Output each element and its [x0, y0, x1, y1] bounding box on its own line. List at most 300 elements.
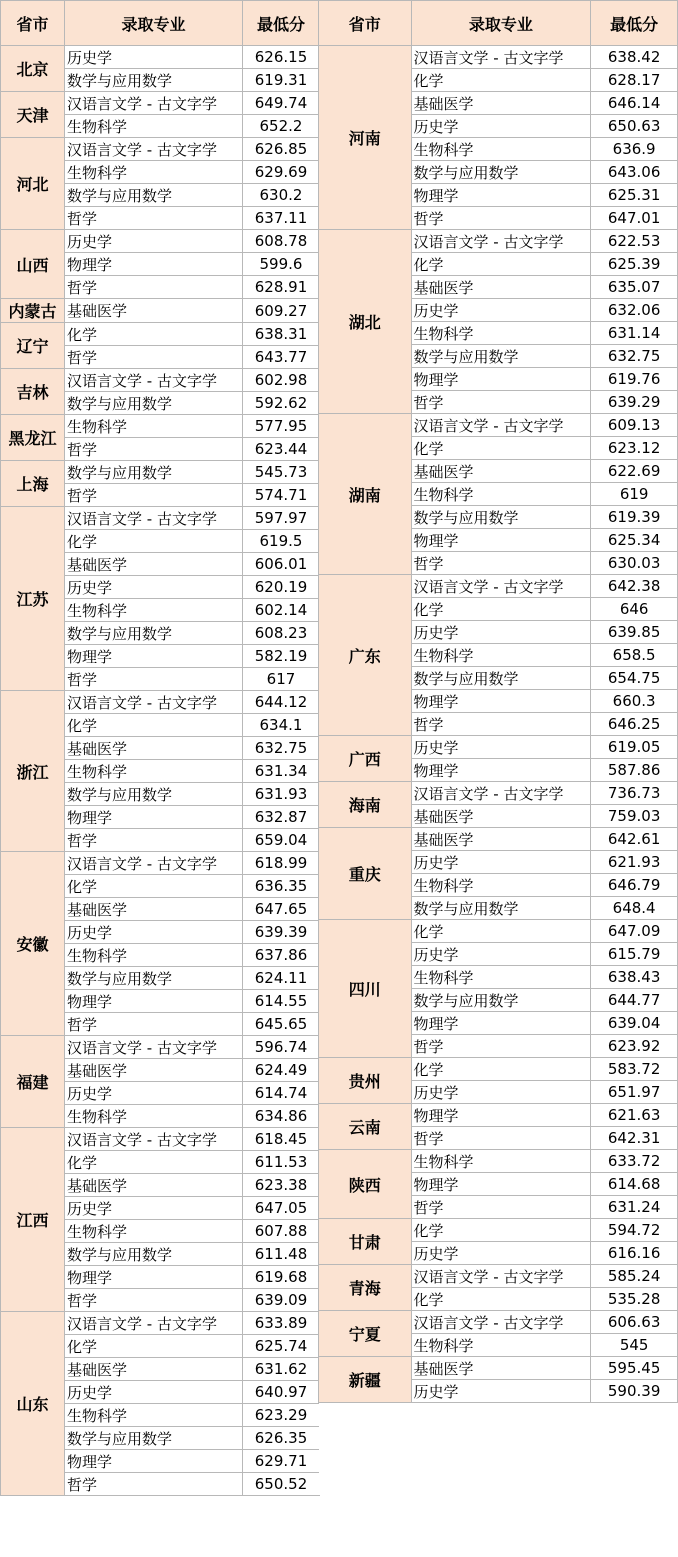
major-cell: 化学	[411, 437, 591, 460]
score-cell: 619.31	[243, 69, 320, 92]
score-cell: 658.5	[591, 644, 678, 667]
major-cell: 哲学	[65, 207, 243, 230]
blank-cell	[591, 1449, 678, 1472]
score-cell: 650.63	[591, 115, 678, 138]
province-cell: 重庆	[319, 828, 412, 920]
major-cell: 数学与应用数学	[65, 1243, 243, 1266]
score-cell: 636.35	[243, 875, 320, 898]
major-cell: 生物科学	[411, 874, 591, 897]
score-cell: 622.69	[591, 460, 678, 483]
major-cell: 基础医学	[411, 1357, 591, 1380]
major-cell: 化学	[411, 1288, 591, 1311]
blank-row	[319, 1472, 678, 1495]
table-row	[1, 299, 320, 323]
right-table-body	[319, 46, 678, 1495]
major-cell: 汉语言文学 - 古文字学	[65, 1036, 243, 1059]
province-cell: 湖南	[319, 414, 412, 575]
major-cell: 汉语言文学 - 古文字学	[65, 691, 243, 714]
score-header: 最低分	[243, 1, 320, 46]
score-cell: 614.68	[591, 1173, 678, 1196]
major-cell: 汉语言文学 - 古文字学	[65, 852, 243, 875]
score-cell: 759.03	[591, 805, 678, 828]
province-cell: 江苏	[1, 507, 65, 691]
major-cell: 汉语言文学 - 古文字学	[65, 138, 243, 161]
score-cell: 635.07	[591, 276, 678, 299]
table-row	[1, 230, 320, 253]
score-cell: 602.14	[243, 599, 320, 622]
province-cell: 广西	[319, 736, 412, 782]
major-cell: 汉语言文学 - 古文字学	[65, 369, 243, 392]
score-cell: 639.85	[591, 621, 678, 644]
blank-cell	[591, 1403, 678, 1426]
score-cell: 638.43	[591, 966, 678, 989]
province-cell: 辽宁	[1, 323, 65, 369]
score-cell: 654.75	[591, 667, 678, 690]
blank-cell	[319, 1472, 412, 1495]
major-cell: 数学与应用数学	[65, 184, 243, 207]
major-cell: 数学与应用数学	[65, 783, 243, 806]
major-cell: 历史学	[411, 299, 591, 322]
score-cell: 625.39	[591, 253, 678, 276]
major-cell: 物理学	[411, 1104, 591, 1127]
major-cell: 基础医学	[65, 898, 243, 921]
score-cell: 639.29	[591, 391, 678, 414]
table-row	[319, 1357, 678, 1380]
major-cell: 数学与应用数学	[411, 345, 591, 368]
blank-cell	[411, 1449, 591, 1472]
score-cell: 625.31	[591, 184, 678, 207]
major-cell: 汉语言文学 - 古文字学	[411, 230, 591, 253]
score-cell: 585.24	[591, 1265, 678, 1288]
right-header-row	[319, 1, 678, 46]
major-cell: 化学	[65, 1335, 243, 1358]
major-cell: 数学与应用数学	[411, 161, 591, 184]
province-cell: 青海	[319, 1265, 412, 1311]
score-cell: 595.45	[591, 1357, 678, 1380]
major-cell: 化学	[411, 598, 591, 621]
score-cell: 545	[591, 1334, 678, 1357]
blank-cell	[319, 1449, 412, 1472]
score-cell: 639.04	[591, 1012, 678, 1035]
major-cell: 化学	[65, 714, 243, 737]
score-cell: 650.52	[243, 1473, 320, 1496]
major-cell: 汉语言文学 - 古文字学	[65, 1128, 243, 1151]
major-cell: 哲学	[65, 484, 243, 507]
score-cell: 626.35	[243, 1427, 320, 1450]
table-row	[1, 691, 320, 714]
province-cell: 浙江	[1, 691, 65, 852]
province-header: 省市	[1, 1, 65, 46]
province-cell: 上海	[1, 461, 65, 507]
score-cell: 608.78	[243, 230, 320, 253]
score-cell: 647.01	[591, 207, 678, 230]
table-row	[319, 920, 678, 943]
province-cell: 安徽	[1, 852, 65, 1036]
blank-row	[319, 1449, 678, 1472]
score-cell: 535.28	[591, 1288, 678, 1311]
major-cell: 历史学	[65, 576, 243, 599]
table-row	[319, 1311, 678, 1334]
province-cell: 湖北	[319, 230, 412, 414]
major-cell: 历史学	[65, 1082, 243, 1105]
major-cell: 基础医学	[65, 737, 243, 760]
major-cell: 数学与应用数学	[65, 1427, 243, 1450]
score-cell: 618.99	[243, 852, 320, 875]
table-row	[1, 415, 320, 438]
score-cell: 619.39	[591, 506, 678, 529]
score-cell: 607.88	[243, 1220, 320, 1243]
major-cell: 数学与应用数学	[65, 622, 243, 645]
major-cell: 物理学	[411, 368, 591, 391]
province-cell: 江西	[1, 1128, 65, 1312]
major-cell: 哲学	[65, 1289, 243, 1312]
score-cell: 630.03	[591, 552, 678, 575]
score-cell: 606.63	[591, 1311, 678, 1334]
score-cell: 637.11	[243, 207, 320, 230]
blank-cell	[591, 1472, 678, 1495]
score-header: 最低分	[591, 1, 678, 46]
major-cell: 哲学	[411, 1196, 591, 1219]
major-cell: 哲学	[411, 1127, 591, 1150]
score-cell: 545.73	[243, 461, 320, 484]
score-cell: 594.72	[591, 1219, 678, 1242]
score-cell: 631.14	[591, 322, 678, 345]
score-cell: 634.1	[243, 714, 320, 737]
score-cell: 626.85	[243, 138, 320, 161]
score-cell: 642.31	[591, 1127, 678, 1150]
major-cell: 历史学	[411, 943, 591, 966]
major-cell: 化学	[411, 69, 591, 92]
major-cell: 哲学	[65, 1013, 243, 1036]
table-row	[319, 1104, 678, 1127]
score-cell: 619.68	[243, 1266, 320, 1289]
table-row	[1, 138, 320, 161]
score-cell: 648.4	[591, 897, 678, 920]
score-cell: 647.65	[243, 898, 320, 921]
score-cell: 583.72	[591, 1058, 678, 1081]
major-cell: 化学	[65, 323, 243, 346]
major-cell: 基础医学	[411, 276, 591, 299]
major-cell: 生物科学	[411, 483, 591, 506]
major-cell: 历史学	[411, 851, 591, 874]
score-cell: 644.12	[243, 691, 320, 714]
score-cell: 617	[243, 668, 320, 691]
major-cell: 物理学	[65, 1450, 243, 1473]
province-cell: 河南	[319, 46, 412, 230]
province-cell: 广东	[319, 575, 412, 736]
score-cell: 639.39	[243, 921, 320, 944]
major-cell: 汉语言文学 - 古文字学	[411, 575, 591, 598]
major-cell: 基础医学	[65, 299, 243, 323]
major-cell: 哲学	[65, 438, 243, 461]
major-cell: 基础医学	[65, 1174, 243, 1197]
score-cell: 609.13	[591, 414, 678, 437]
major-cell: 历史学	[411, 736, 591, 759]
major-cell: 汉语言文学 - 古文字学	[65, 92, 243, 115]
score-cell: 602.98	[243, 369, 320, 392]
score-cell: 631.34	[243, 760, 320, 783]
major-cell: 哲学	[65, 1473, 243, 1496]
score-cell: 625.34	[591, 529, 678, 552]
table-row	[1, 461, 320, 484]
score-cell: 597.97	[243, 507, 320, 530]
score-cell: 630.2	[243, 184, 320, 207]
score-cell: 637.86	[243, 944, 320, 967]
blank-cell	[319, 1403, 412, 1426]
major-cell: 基础医学	[411, 460, 591, 483]
score-cell: 652.2	[243, 115, 320, 138]
blank-cell	[319, 1426, 412, 1449]
major-cell: 化学	[65, 1151, 243, 1174]
major-cell: 生物科学	[65, 415, 243, 438]
score-cell: 619.05	[591, 736, 678, 759]
score-cell: 638.42	[591, 46, 678, 69]
major-cell: 历史学	[411, 621, 591, 644]
major-cell: 物理学	[65, 990, 243, 1013]
score-cell: 636.9	[591, 138, 678, 161]
score-cell: 623.44	[243, 438, 320, 461]
major-cell: 物理学	[411, 759, 591, 782]
blank-row	[319, 1403, 678, 1426]
score-cell: 611.48	[243, 1243, 320, 1266]
table-row	[319, 1150, 678, 1173]
province-cell: 河北	[1, 138, 65, 230]
major-cell: 历史学	[411, 1242, 591, 1265]
major-cell: 化学	[411, 1058, 591, 1081]
score-cell: 632.75	[591, 345, 678, 368]
major-cell: 历史学	[411, 115, 591, 138]
blank-cell	[411, 1403, 591, 1426]
province-cell: 云南	[319, 1104, 412, 1150]
left-score-table	[0, 0, 320, 1496]
province-cell: 福建	[1, 1036, 65, 1128]
score-cell: 634.86	[243, 1105, 320, 1128]
table-row	[319, 828, 678, 851]
table-row	[319, 782, 678, 805]
province-cell: 贵州	[319, 1058, 412, 1104]
major-cell: 历史学	[411, 1081, 591, 1104]
province-cell: 甘肃	[319, 1219, 412, 1265]
major-cell: 历史学	[411, 1380, 591, 1403]
table-row	[1, 1312, 320, 1335]
score-cell: 646.79	[591, 874, 678, 897]
score-cell: 620.19	[243, 576, 320, 599]
score-cell: 632.06	[591, 299, 678, 322]
major-cell: 生物科学	[411, 966, 591, 989]
score-cell: 659.04	[243, 829, 320, 852]
score-cell: 736.73	[591, 782, 678, 805]
score-cell: 649.74	[243, 92, 320, 115]
blank-row	[319, 1426, 678, 1449]
major-cell: 哲学	[411, 1035, 591, 1058]
major-cell: 生物科学	[65, 115, 243, 138]
major-cell: 数学与应用数学	[65, 69, 243, 92]
major-cell: 哲学	[411, 391, 591, 414]
major-cell: 物理学	[65, 806, 243, 829]
score-cell: 647.05	[243, 1197, 320, 1220]
major-cell: 基础医学	[65, 1358, 243, 1381]
major-cell: 历史学	[65, 46, 243, 69]
table-row	[319, 46, 678, 69]
score-cell: 646.25	[591, 713, 678, 736]
major-cell: 生物科学	[65, 1220, 243, 1243]
score-cell: 624.49	[243, 1059, 320, 1082]
major-cell: 基础医学	[411, 92, 591, 115]
score-cell: 629.71	[243, 1450, 320, 1473]
score-cell: 615.79	[591, 943, 678, 966]
table-row	[319, 736, 678, 759]
table-row	[319, 414, 678, 437]
major-cell: 生物科学	[65, 1404, 243, 1427]
major-cell: 数学与应用数学	[65, 392, 243, 415]
score-cell: 623.92	[591, 1035, 678, 1058]
province-cell: 山东	[1, 1312, 65, 1496]
score-cell: 644.77	[591, 989, 678, 1012]
score-cell: 622.53	[591, 230, 678, 253]
major-cell: 生物科学	[65, 161, 243, 184]
major-cell: 化学	[65, 530, 243, 553]
major-cell: 生物科学	[411, 1334, 591, 1357]
score-cell: 596.74	[243, 1036, 320, 1059]
table-row	[1, 852, 320, 875]
score-cell: 642.38	[591, 575, 678, 598]
major-cell: 汉语言文学 - 古文字学	[411, 1265, 591, 1288]
major-cell: 历史学	[65, 1381, 243, 1404]
score-cell: 647.09	[591, 920, 678, 943]
table-row	[319, 575, 678, 598]
score-cell: 632.87	[243, 806, 320, 829]
score-cell: 599.6	[243, 253, 320, 276]
score-cell: 631.24	[591, 1196, 678, 1219]
major-cell: 生物科学	[65, 1105, 243, 1128]
major-cell: 物理学	[411, 184, 591, 207]
right-score-table	[318, 0, 678, 1495]
score-cell: 625.74	[243, 1335, 320, 1358]
score-cell: 614.74	[243, 1082, 320, 1105]
score-cell: 609.27	[243, 299, 320, 323]
score-cell: 626.15	[243, 46, 320, 69]
score-cell: 660.3	[591, 690, 678, 713]
major-cell: 物理学	[65, 1266, 243, 1289]
score-cell: 632.75	[243, 737, 320, 760]
major-cell: 汉语言文学 - 古文字学	[411, 1311, 591, 1334]
major-cell: 哲学	[65, 346, 243, 369]
left-table-body	[1, 46, 320, 1496]
major-cell: 数学与应用数学	[411, 989, 591, 1012]
major-cell: 数学与应用数学	[411, 897, 591, 920]
major-cell: 生物科学	[65, 944, 243, 967]
major-cell: 生物科学	[65, 599, 243, 622]
major-cell: 历史学	[65, 921, 243, 944]
table-row	[319, 1219, 678, 1242]
table-row	[319, 230, 678, 253]
major-cell: 基础医学	[65, 553, 243, 576]
major-cell: 数学与应用数学	[411, 667, 591, 690]
score-cell: 643.77	[243, 346, 320, 369]
province-cell: 内蒙古	[1, 299, 65, 323]
table-row	[1, 1036, 320, 1059]
major-header: 录取专业	[65, 1, 243, 46]
major-cell: 生物科学	[65, 760, 243, 783]
major-cell: 生物科学	[411, 322, 591, 345]
major-cell: 基础医学	[411, 805, 591, 828]
table-row	[319, 1058, 678, 1081]
score-cell: 643.06	[591, 161, 678, 184]
major-cell: 历史学	[65, 230, 243, 253]
major-cell: 历史学	[65, 1197, 243, 1220]
blank-cell	[591, 1426, 678, 1449]
province-cell: 四川	[319, 920, 412, 1058]
table-row	[319, 1265, 678, 1288]
major-cell: 生物科学	[411, 1150, 591, 1173]
score-cell: 614.55	[243, 990, 320, 1013]
major-cell: 汉语言文学 - 古文字学	[411, 46, 591, 69]
score-cell: 621.93	[591, 851, 678, 874]
score-cell: 628.91	[243, 276, 320, 299]
score-cell: 582.19	[243, 645, 320, 668]
score-cell: 621.63	[591, 1104, 678, 1127]
score-cell: 640.97	[243, 1381, 320, 1404]
major-cell: 物理学	[411, 529, 591, 552]
score-cell: 642.61	[591, 828, 678, 851]
table-row	[1, 46, 320, 69]
score-cell: 638.31	[243, 323, 320, 346]
score-cell: 639.09	[243, 1289, 320, 1312]
major-cell: 化学	[411, 253, 591, 276]
score-cell: 618.45	[243, 1128, 320, 1151]
province-cell: 海南	[319, 782, 412, 828]
score-cell: 628.17	[591, 69, 678, 92]
score-cell: 606.01	[243, 553, 320, 576]
province-cell: 吉林	[1, 369, 65, 415]
major-cell: 数学与应用数学	[65, 967, 243, 990]
major-cell: 哲学	[411, 207, 591, 230]
major-cell: 汉语言文学 - 古文字学	[411, 782, 591, 805]
score-cell: 633.89	[243, 1312, 320, 1335]
table-row	[1, 369, 320, 392]
major-cell: 数学与应用数学	[411, 506, 591, 529]
score-cell: 574.71	[243, 484, 320, 507]
major-cell: 化学	[65, 875, 243, 898]
major-cell: 化学	[411, 920, 591, 943]
major-cell: 汉语言文学 - 古文字学	[65, 1312, 243, 1335]
province-cell: 新疆	[319, 1357, 412, 1403]
score-cell: 608.23	[243, 622, 320, 645]
score-cell: 587.86	[591, 759, 678, 782]
major-cell: 哲学	[411, 713, 591, 736]
table-row	[1, 323, 320, 346]
major-cell: 基础医学	[65, 1059, 243, 1082]
score-cell: 633.72	[591, 1150, 678, 1173]
major-cell: 数学与应用数学	[65, 461, 243, 484]
table-row	[1, 507, 320, 530]
province-cell: 黑龙江	[1, 415, 65, 461]
major-cell: 哲学	[411, 552, 591, 575]
major-cell: 物理学	[65, 645, 243, 668]
score-cell: 645.65	[243, 1013, 320, 1036]
major-cell: 物理学	[65, 253, 243, 276]
major-cell: 物理学	[411, 1173, 591, 1196]
score-cell: 619.76	[591, 368, 678, 391]
major-cell: 哲学	[65, 276, 243, 299]
major-cell: 哲学	[65, 829, 243, 852]
table-row	[1, 1128, 320, 1151]
score-cell: 616.16	[591, 1242, 678, 1265]
score-cell: 623.12	[591, 437, 678, 460]
province-cell: 北京	[1, 46, 65, 92]
score-cell: 631.62	[243, 1358, 320, 1381]
table-row	[1, 92, 320, 115]
